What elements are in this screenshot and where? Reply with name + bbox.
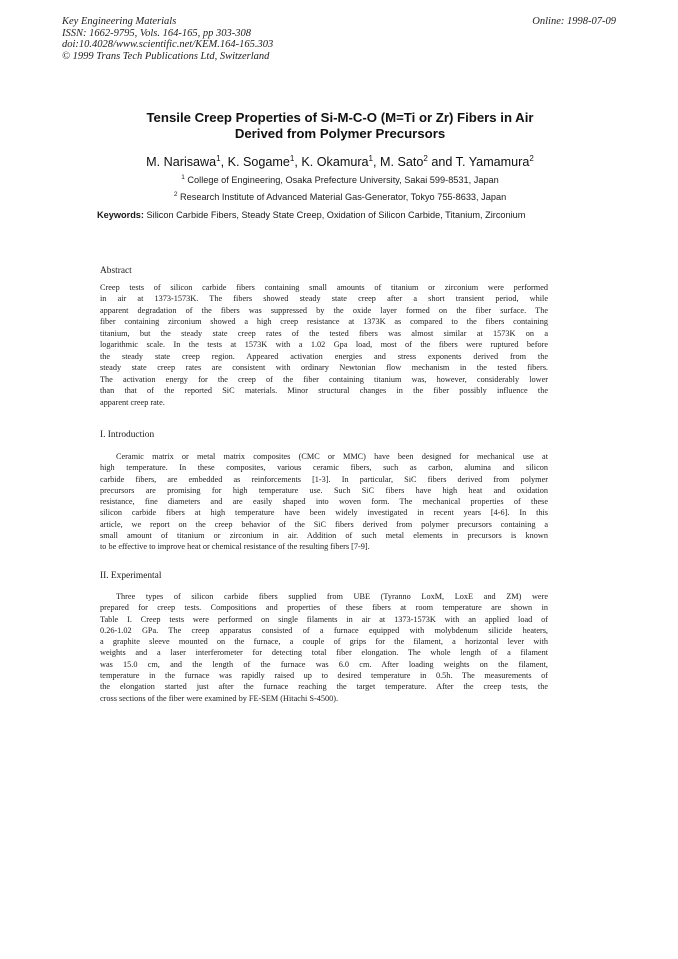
affiliation-mark: 2 — [173, 191, 178, 198]
abstract-body — [100, 282, 548, 408]
author-separator: , — [294, 155, 302, 170]
abstract-line: steady state creep rates are consistent with ordinary Newtonian flow mechanism in the tested fibers. — [100, 363, 548, 373]
affiliation-mark: 1 — [181, 174, 185, 181]
affiliation-text: Research Institute of Advanced Material Gas-Generator, Tokyo 755-8633, Japan — [180, 192, 507, 203]
abstract-line: logarithmic scale. In the tests at 1573K with a 1.02 Gpa load, most of the fibers were ruptured before — [100, 340, 548, 350]
abstract-line: apparent creep rate. — [100, 397, 165, 407]
abstract-line: than that of the reported SiC materials. Minor structural changes in the fiber possibly influence the — [100, 386, 548, 396]
abstract-line: titanium, but the steady state creep rates of the tested fibers was almost similar at 1573K on a — [100, 328, 548, 338]
experimental-line: Three types of silicon carbide fibers supplied from UBE (Tyranno LoxM, LoxE and ZM) were — [116, 592, 548, 601]
experimental-line: the elongation started just after the furnace reaching the target temperature. After the creep tests, the — [100, 682, 548, 692]
experimental-line: temperature in the furnace was rapidly raised up to desired temperature in 0.5h. The measurements of — [100, 671, 548, 681]
experimental-line: was 15.0 cm, and the length of the furnace was 6.0 cm. After loading weights on the filament, — [100, 659, 548, 669]
experimental-line: cross sections of the fiber were examined by FE-SEM (Hitachi S-4500). — [100, 693, 339, 703]
abstract-line: Creep tests of silicon carbide fibers containing small amounts of titanium or zirconium were performed — [100, 283, 548, 292]
title-line-2: Derived from Polymer Precursors — [234, 126, 446, 141]
author-name: K. Okamura — [301, 155, 369, 170]
abstract-heading: Abstract — [100, 266, 132, 276]
abstract-line: The activation energy for the creep of the fiber containing titanium was, however, considerably lower — [100, 374, 548, 384]
introduction-line: to be effective to improve heat or chemical resistance of the resulting fibers [7-9]. — [100, 542, 370, 552]
paper-title — [110, 110, 570, 142]
introduction-line: silicon carbide fibers at high temperature have been widely investigated in recent years [4-6]. In this — [100, 508, 548, 518]
abstract-line: the steady state creep region. Appeared activation energies and stress exponents derived from the — [100, 351, 548, 361]
keywords-label: Keywords: — [97, 210, 144, 220]
author-separator: and — [427, 155, 456, 170]
experimental-body — [100, 591, 548, 704]
abstract-line: in air at 1373-1573K. The fibers showed steady state creep after a short transient period, while — [100, 294, 548, 304]
author-affil-mark: 2 — [529, 154, 534, 163]
introduction-line: Ceramic matrix or metal matrix composites (CMC or MMC) have been designed for mechanical use at — [116, 452, 548, 461]
author-name: M. Sato — [380, 155, 424, 170]
author-name: M. Narisawa — [146, 155, 217, 170]
affiliation-1 — [100, 172, 580, 186]
author-affil-mark: 1 — [289, 154, 295, 163]
experimental-line: a graphite sleeve mounted on the furnace, a couple of grips for the filament, a horizontal lever with — [100, 637, 548, 647]
experimental-line: weights and a laser interferometer for detecting total fiber elongation. The whole length of a filament — [100, 648, 548, 658]
issn-line: ISSN: 1662-9795, Vols. 164-165, pp 303-308 — [62, 27, 251, 39]
introduction-line: high temperature. In these composites, various ceramic fibers, such as carbon, alumina and silicon — [100, 463, 548, 473]
introduction-line: carbide fibers, are embedded as reinforcements [1-3]. In particular, SiC fibers derived from polymer — [100, 474, 548, 484]
abstract-line: fiber containing zirconium showed a high creep resistance at 1373K as compared to the fibers containing — [100, 317, 548, 327]
author-separator: , — [373, 155, 380, 170]
author-name: T. Yamamura — [455, 155, 530, 170]
author-affil-mark: 1 — [368, 154, 373, 163]
online-date: Online: 1998-07-09 — [532, 16, 616, 27]
introduction-line: article, we report on the creep behavior of the SiC fibers derived from polymer precursors containing a — [100, 519, 548, 529]
copyright-line: © 1999 Trans Tech Publications Ltd, Switzerland — [62, 50, 270, 62]
abstract-line: apparent degradation of the fibers was suppressed by the oxide layer formed on the fiber surface. The — [100, 305, 548, 315]
keywords — [97, 210, 549, 221]
experimental-line: Table I. Creep tests were performed on single filaments in air at 1373-1573K with an applied load of — [100, 614, 548, 624]
experimental-line: prepared for creep tests. Compositions and properties of these fibers at room temperature are shown in — [100, 603, 548, 613]
author-list — [100, 151, 580, 170]
experimental-heading: II. Experimental — [100, 571, 162, 581]
affiliation-text: College of Engineering, Osaka Prefecture University, Sakai 599-8531, Japan — [187, 175, 499, 186]
affiliation-2 — [100, 189, 580, 203]
author-affil-mark: 1 — [216, 154, 221, 163]
introduction-line: precursors are promising for high temperature use. Such SiC fibers have high heat and oxidation — [100, 485, 548, 495]
title-line-1: Tensile Creep Properties of Si-M-C-O (M=Ti or Zr) Fibers in Air — [146, 110, 534, 125]
doi-line: doi:10.4028/www.scientific.net/KEM.164-165.303 — [62, 39, 274, 51]
author-affil-mark: 2 — [423, 154, 428, 163]
author-name: K. Sogame — [227, 155, 290, 170]
introduction-heading: I. Introduction — [100, 430, 155, 440]
introduction-line: resistance, fine diameters and are easily shaped into woven form. The mechanical properties of these — [100, 497, 548, 507]
introduction-body — [100, 451, 548, 553]
journal-name: Key Engineering Materials — [62, 16, 177, 27]
keywords-text: Silicon Carbide Fibers, Steady State Creep, Oxidation of Silicon Carbide, Titanium, Zirconium — [146, 210, 526, 220]
author-separator: , — [220, 155, 228, 170]
introduction-line: small amount of titanium or zirconium in air. Addition of such metal elements in precursors is known — [100, 531, 548, 541]
experimental-line: 0.26-1.02 GPa. The creep apparatus consisted of a furnace equipped with molybdenum silicide heaters, — [100, 625, 548, 635]
